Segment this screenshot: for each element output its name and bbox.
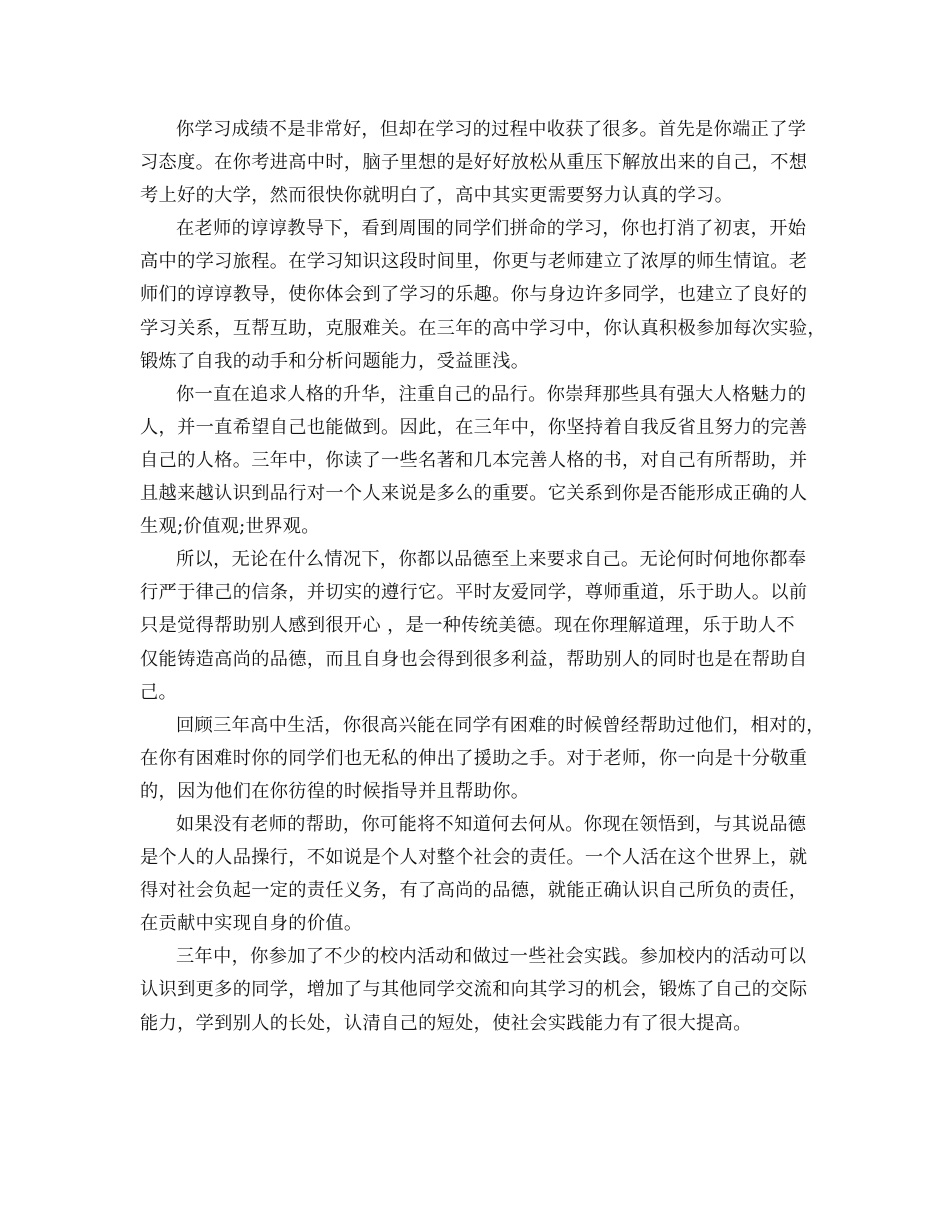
paragraph-line: 在老师的谆谆教导下，看到周围的同学们拼命的学习，你也打消了初衷，开始: [176, 218, 807, 240]
paragraph-5: [140, 709, 825, 808]
paragraph-line: 认识到更多的同学，增加了与其他同学交流和向其学习的机会，锻炼了自己的交际: [140, 979, 808, 1001]
paragraph-4: [140, 543, 820, 708]
paragraph-line: 高中的学习旅程。在学习知识这段时间里，你更与老师建立了浓厚的师生情谊。老: [140, 251, 808, 273]
paragraph-line: 三年中，你参加了不少的校内活动和做过一些社会实践。参加校内的活动可以: [176, 946, 807, 968]
paragraph-line: 能力，学到别人的长处，认清自己的短处，使社会实践能力有了很大提高。: [140, 1012, 752, 1034]
paragraph-line: 生观;价值观;世界观。: [140, 516, 320, 538]
paragraph-line: 在你有困难时你的同学们也无私的伸出了援助之手。对于老师，你一向是十分敬重: [140, 747, 808, 769]
paragraph-line: 如果没有老师的帮助，你可能将不知道何去何从。你现在领悟到，与其说品德: [176, 813, 807, 835]
paragraph-line: 师们的谆谆教导，使你体会到了学习的乐趣。你与身边许多同学，也建立了良好的: [140, 284, 808, 306]
paragraph-line: 仅能铸造高尚的品德，而且自身也会得到很多利益，帮助别人的同时也是在帮助自: [140, 648, 808, 670]
paragraph-line: 己。: [140, 681, 178, 703]
paragraph-line: 锻炼了自我的动手和分析问题能力，受益匪浅。: [140, 350, 530, 372]
paragraph-line: 你一直在追求人格的升华，注重自己的品行。你崇拜那些具有强大人格魅力的: [176, 383, 807, 405]
paragraph-line: 在贡献中实现自身的价值。: [140, 913, 363, 935]
paragraph-7: [140, 940, 820, 1039]
document-body: [140, 113, 826, 1040]
paragraph-line: 得对社会负起一定的责任义务，有了高尚的品德，就能正确认识自己所负的责任，: [140, 880, 808, 902]
paragraph-line: 所以，无论在什么情况下，你都以品德至上来要求自己。无论何时何地你都奉: [176, 549, 807, 571]
paragraph-line: 行严于律己的信条，并切实的遵行它。平时友爱同学，尊师重道，乐于助人。以前: [140, 582, 808, 604]
paragraph-line: 且越来越认识到品行对一个人来说是多么的重要。它关系到你是否能形成正确的人: [140, 483, 808, 505]
paragraph-line: 考上好的大学，然而很快你就明白了，高中其实更需要努力认真的学习。: [140, 185, 734, 207]
paragraph-line: 习态度。在你考进高中时，脑子里想的是好好放松从重压下解放出来的自己，不想: [140, 152, 808, 174]
paragraph-line: 人，并一直希望自己也能做到。因此，在三年中，你坚持着自我反省且努力的完善: [140, 416, 808, 438]
paragraph-line: 只是觉得帮助别人感到很开心 ，是一种传统美德。现在你理解道理，乐于助人不: [140, 615, 795, 637]
paragraph-2: [140, 212, 826, 377]
paragraph-line: 回顾三年高中生活，你很高兴能在同学有困难的时候曾经帮助过他们，相对的，: [176, 714, 825, 736]
paragraph-line: 自己的人格。三年中，你读了一些名著和几本完善人格的书，对自己有所帮助，并: [140, 449, 808, 471]
paragraph-line: 学习关系，互帮互助，克服难关。在三年的高中学习中，你认真积极参加每次实验，: [140, 317, 826, 339]
paragraph-line: 是个人的人品操行，不如说是个人对整个社会的责任。一个人活在这个世界上，就: [140, 847, 808, 869]
paragraph-6: [140, 808, 820, 940]
paragraph-1: [140, 113, 820, 212]
paragraph-line: 你学习成绩不是非常好，但却在学习的过程中收获了很多。首先是你端正了学: [176, 119, 807, 140]
paragraph-line: 的，因为他们在你彷徨的时候指导并且帮助你。: [140, 780, 530, 802]
paragraph-3: [140, 378, 820, 543]
